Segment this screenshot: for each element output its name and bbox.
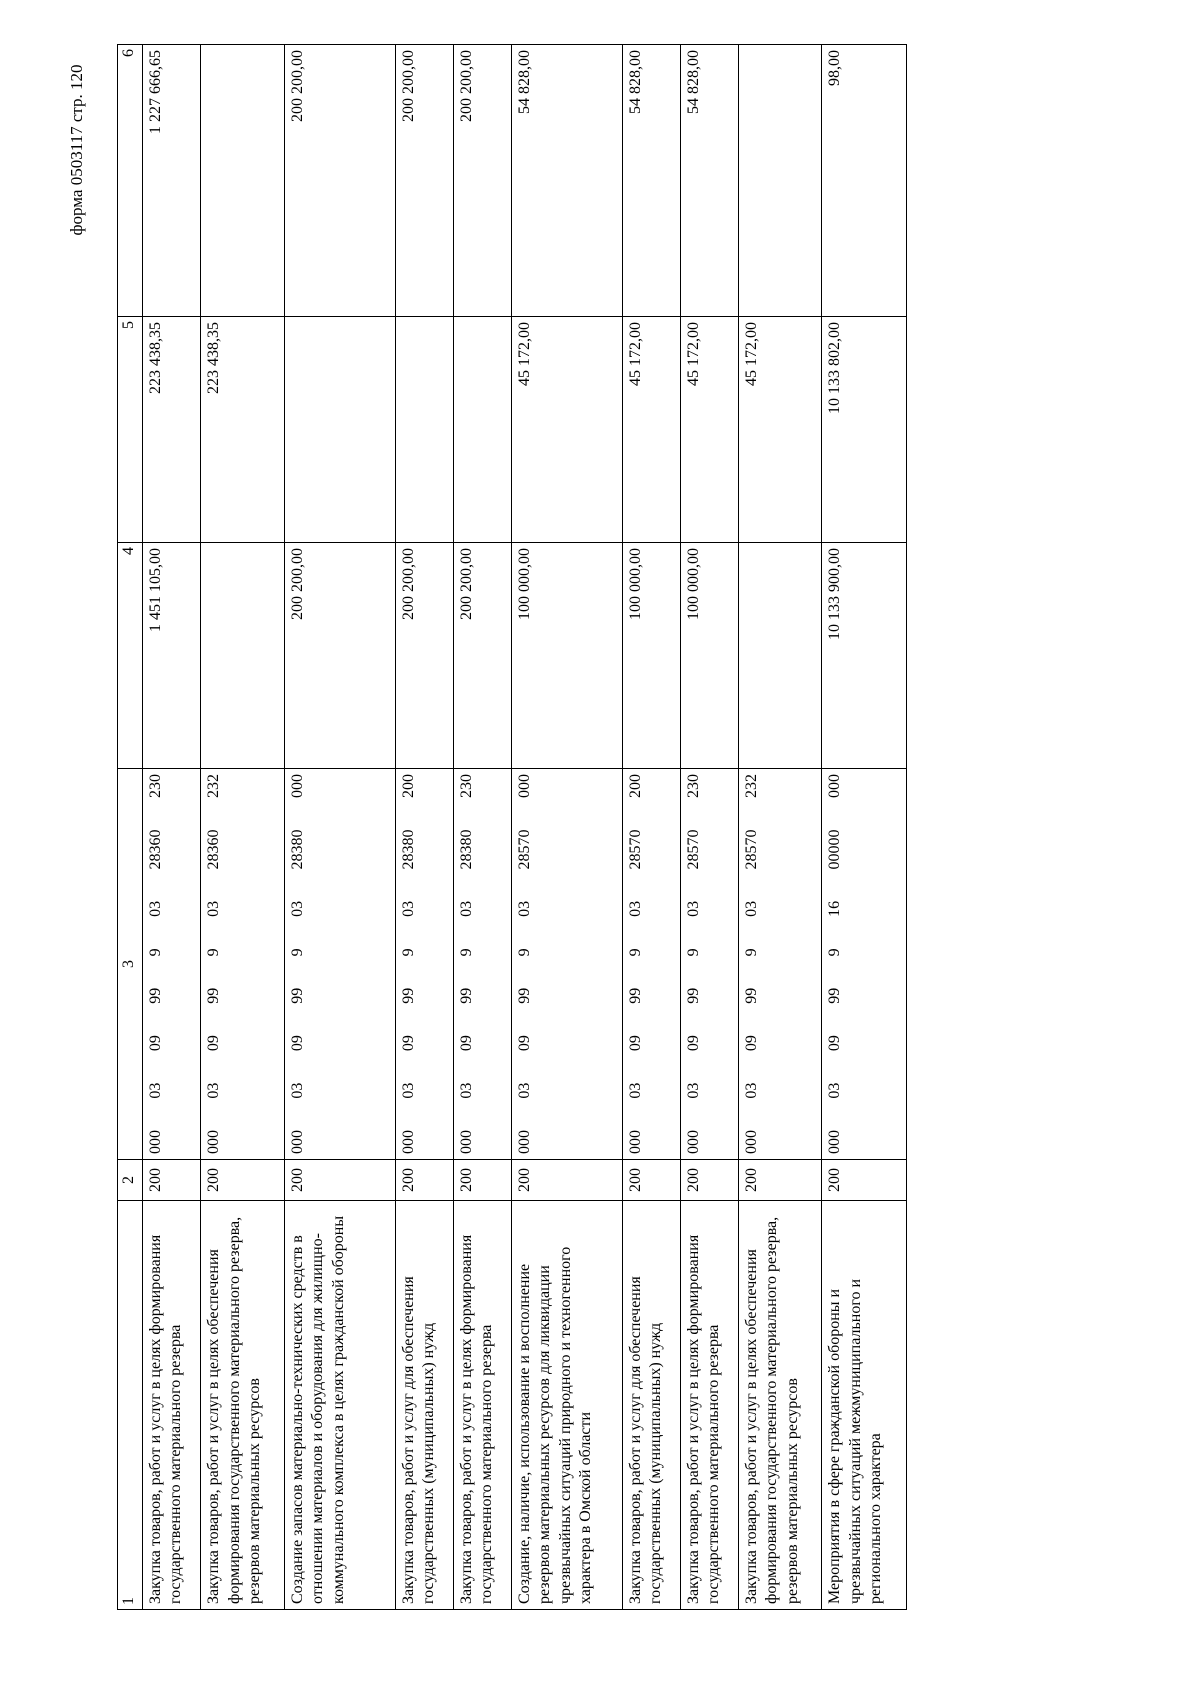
code-segment: 03 bbox=[826, 1082, 844, 1099]
table-row bbox=[738, 45, 822, 1610]
table-row bbox=[453, 45, 511, 1610]
column-number-row bbox=[118, 45, 143, 1610]
row-executed-amount-cell: 45 172,00 bbox=[738, 317, 822, 543]
code-segment: 000 bbox=[288, 1130, 306, 1154]
code-segment: 28570 bbox=[684, 829, 702, 870]
row-unexecuted-amount-cell: 1 227 666,65 bbox=[143, 45, 201, 317]
code-segment: 03 bbox=[457, 900, 475, 917]
code-segment: 9 bbox=[457, 948, 475, 957]
column-header-1: 1 bbox=[118, 1201, 143, 1610]
code-segment: 230 bbox=[457, 774, 475, 799]
code-segment: 9 bbox=[826, 948, 844, 957]
code-segment: 000 bbox=[147, 1130, 164, 1154]
row-name-cell: Мероприятия в сфере гражданской обороны и чрезвычайных ситуаций межмуниципального и регионального характера bbox=[822, 1201, 907, 1610]
row-unexecuted-amount-cell: 54 828,00 bbox=[511, 45, 622, 317]
row-approved-amount-cell: 1 451 105,00 bbox=[143, 543, 201, 769]
code-segment: 000 bbox=[826, 1130, 844, 1154]
column-header-2: 2 bbox=[118, 1160, 143, 1201]
code-segment: 03 bbox=[684, 900, 702, 917]
table-body bbox=[143, 45, 907, 1610]
row-line-code-cell: 200 bbox=[453, 1160, 511, 1201]
row-classification-code-cell bbox=[738, 769, 822, 1160]
code-segment: 200 bbox=[626, 774, 644, 799]
row-approved-amount-cell: 10 133 900,00 bbox=[822, 543, 907, 769]
row-approved-amount-cell: 100 000,00 bbox=[680, 543, 738, 769]
row-line-code-cell: 200 bbox=[622, 1160, 680, 1201]
code-segment: 28380 bbox=[457, 829, 475, 870]
code-segment: 99 bbox=[626, 987, 644, 1004]
budget-table-sheet bbox=[117, 49, 907, 1610]
table-row bbox=[143, 45, 201, 1610]
code-segment: 00000 bbox=[826, 829, 844, 870]
row-line-code-cell: 200 bbox=[143, 1160, 201, 1201]
row-approved-amount-cell: 200 200,00 bbox=[284, 543, 395, 769]
row-name-cell: Закупка товаров, работ и услуг в целях обеспечения формирования государственного материального резерва, резервов материальных ресурсов bbox=[738, 1201, 822, 1610]
code-segment: 03 bbox=[684, 1082, 702, 1099]
code-segment: 09 bbox=[399, 1035, 417, 1052]
code-segment: 000 bbox=[515, 774, 533, 799]
code-segment: 200 bbox=[399, 774, 417, 799]
code-segment: 03 bbox=[399, 1082, 417, 1099]
row-name-cell: Закупка товаров, работ и услуг для обеспечения государственных (муниципальных) нужд bbox=[395, 1201, 453, 1610]
code-segment: 03 bbox=[515, 900, 533, 917]
code-segment: 09 bbox=[626, 1035, 644, 1052]
classification-code bbox=[204, 774, 224, 1154]
code-segment: 28570 bbox=[742, 829, 760, 870]
form-label-text: форма 0503117 стр. 120 bbox=[67, 64, 86, 236]
code-segment: 09 bbox=[457, 1035, 475, 1052]
code-segment: 99 bbox=[515, 987, 533, 1004]
row-unexecuted-amount-cell: 54 828,00 bbox=[680, 45, 738, 317]
code-segment: 9 bbox=[288, 948, 306, 957]
row-executed-amount-cell bbox=[453, 317, 511, 543]
code-segment: 28360 bbox=[205, 829, 223, 870]
code-segment: 99 bbox=[457, 987, 475, 1004]
row-name-cell: Закупка товаров, работ и услуг в целях обеспечения формирования государственного материального резерва, резервов материальных ресурсов bbox=[201, 1201, 285, 1610]
row-unexecuted-amount-cell: 200 200,00 bbox=[284, 45, 395, 317]
code-segment: 99 bbox=[205, 987, 223, 1004]
row-approved-amount-cell: 100 000,00 bbox=[511, 543, 622, 769]
row-name-cell: Создание, наличие, использование и восполнение резервов материальных ресурсов для ликвидации чрезвычайных ситуаций природного и техногенного характера в Омской области bbox=[511, 1201, 622, 1610]
row-executed-amount-cell: 10 133 802,00 bbox=[822, 317, 907, 543]
row-executed-amount-cell: 45 172,00 bbox=[511, 317, 622, 543]
row-name-cell: Закупка товаров, работ и услуг в целях формирования государственного материального резерва bbox=[453, 1201, 511, 1610]
row-classification-code-cell bbox=[395, 769, 453, 1160]
code-segment: 99 bbox=[288, 987, 306, 1004]
row-executed-amount-cell: 45 172,00 bbox=[622, 317, 680, 543]
row-line-code-cell: 200 bbox=[201, 1160, 285, 1201]
code-segment: 9 bbox=[205, 948, 223, 957]
code-segment: 03 bbox=[147, 1082, 164, 1099]
code-segment: 9 bbox=[742, 948, 760, 957]
row-approved-amount-cell: 200 200,00 bbox=[395, 543, 453, 769]
code-segment: 28380 bbox=[288, 829, 306, 870]
code-segment: 03 bbox=[399, 900, 417, 917]
code-segment: 09 bbox=[515, 1035, 533, 1052]
code-segment: 230 bbox=[147, 774, 164, 799]
classification-code bbox=[742, 774, 762, 1154]
code-segment: 03 bbox=[205, 1082, 223, 1099]
code-segment: 99 bbox=[147, 987, 164, 1004]
row-approved-amount-cell bbox=[738, 543, 822, 769]
code-segment: 230 bbox=[684, 774, 702, 799]
code-segment: 03 bbox=[742, 1082, 760, 1099]
code-segment: 9 bbox=[515, 948, 533, 957]
code-segment: 09 bbox=[205, 1035, 223, 1052]
row-name-cell: Создание запасов материально-технических средств в отношении материалов и оборудования для жилищно-коммунального комплекса в целях гражданской обороны bbox=[284, 1201, 395, 1610]
code-segment: 99 bbox=[684, 987, 702, 1004]
table-row bbox=[395, 45, 453, 1610]
code-segment: 9 bbox=[399, 948, 417, 957]
row-unexecuted-amount-cell: 54 828,00 bbox=[622, 45, 680, 317]
code-segment: 99 bbox=[826, 987, 844, 1004]
code-segment: 03 bbox=[288, 1082, 306, 1099]
row-unexecuted-amount-cell: 200 200,00 bbox=[395, 45, 453, 317]
row-classification-code-cell bbox=[143, 769, 201, 1160]
row-executed-amount-cell: 223 438,35 bbox=[201, 317, 285, 543]
row-line-code-cell: 200 bbox=[284, 1160, 395, 1201]
table-row bbox=[822, 45, 907, 1610]
code-segment: 232 bbox=[205, 774, 223, 799]
classification-code bbox=[515, 774, 535, 1154]
classification-code bbox=[288, 774, 308, 1154]
code-segment: 16 bbox=[826, 900, 844, 917]
row-name-cell: Закупка товаров, работ и услуг для обеспечения государственных (муниципальных) нужд bbox=[622, 1201, 680, 1610]
row-line-code-cell: 200 bbox=[395, 1160, 453, 1201]
code-segment: 09 bbox=[288, 1035, 306, 1052]
code-segment: 09 bbox=[826, 1035, 844, 1052]
row-name-cell: Закупка товаров, работ и услуг в целях формирования государственного материального резерва bbox=[143, 1201, 201, 1610]
code-segment: 03 bbox=[626, 900, 644, 917]
code-segment: 9 bbox=[147, 948, 164, 957]
code-segment: 03 bbox=[288, 900, 306, 917]
row-classification-code-cell bbox=[453, 769, 511, 1160]
column-header-6: 6 bbox=[118, 45, 143, 317]
code-segment: 03 bbox=[742, 900, 760, 917]
column-header-4: 4 bbox=[118, 543, 143, 769]
code-segment: 03 bbox=[457, 1082, 475, 1099]
row-classification-code-cell bbox=[680, 769, 738, 1160]
column-header-5: 5 bbox=[118, 317, 143, 543]
row-executed-amount-cell: 223 438,35 bbox=[143, 317, 201, 543]
row-unexecuted-amount-cell: 200 200,00 bbox=[453, 45, 511, 317]
code-segment: 99 bbox=[399, 987, 417, 1004]
code-segment: 000 bbox=[288, 774, 306, 799]
code-segment: 9 bbox=[626, 948, 644, 957]
table-row bbox=[201, 45, 285, 1610]
row-line-code-cell: 200 bbox=[680, 1160, 738, 1201]
code-segment: 000 bbox=[684, 1130, 702, 1154]
code-segment: 000 bbox=[826, 774, 844, 799]
table-row bbox=[622, 45, 680, 1610]
code-segment: 03 bbox=[626, 1082, 644, 1099]
classification-code bbox=[399, 774, 419, 1154]
code-segment: 28380 bbox=[399, 829, 417, 870]
code-segment: 03 bbox=[205, 900, 223, 917]
budget-table bbox=[117, 44, 907, 1610]
row-classification-code-cell bbox=[284, 769, 395, 1160]
row-classification-code-cell bbox=[511, 769, 622, 1160]
table-row bbox=[284, 45, 395, 1610]
row-executed-amount-cell bbox=[395, 317, 453, 543]
row-approved-amount-cell bbox=[201, 543, 285, 769]
code-segment: 03 bbox=[515, 1082, 533, 1099]
row-line-code-cell: 200 bbox=[738, 1160, 822, 1201]
row-approved-amount-cell: 100 000,00 bbox=[622, 543, 680, 769]
code-segment: 000 bbox=[205, 1130, 223, 1154]
row-executed-amount-cell: 45 172,00 bbox=[680, 317, 738, 543]
row-line-code-cell: 200 bbox=[822, 1160, 907, 1201]
code-segment: 28570 bbox=[626, 829, 644, 870]
table-row bbox=[511, 45, 622, 1610]
row-unexecuted-amount-cell: 98,00 bbox=[822, 45, 907, 317]
column-header-3: 3 bbox=[118, 769, 143, 1160]
code-segment: 9 bbox=[684, 948, 702, 957]
row-unexecuted-amount-cell bbox=[738, 45, 822, 317]
row-classification-code-cell bbox=[622, 769, 680, 1160]
code-segment: 000 bbox=[626, 1130, 644, 1154]
row-line-code-cell: 200 bbox=[511, 1160, 622, 1201]
table-row bbox=[680, 45, 738, 1610]
classification-code bbox=[626, 774, 646, 1154]
code-segment: 000 bbox=[515, 1130, 533, 1154]
code-segment: 99 bbox=[742, 987, 760, 1004]
row-executed-amount-cell bbox=[284, 317, 395, 543]
classification-code bbox=[457, 774, 477, 1154]
code-segment: 09 bbox=[147, 1035, 164, 1052]
classification-code bbox=[146, 774, 166, 1154]
row-name-cell: Закупка товаров, работ и услуг в целях формирования государственного материального резерва bbox=[680, 1201, 738, 1610]
row-classification-code-cell bbox=[822, 769, 907, 1160]
code-segment: 09 bbox=[684, 1035, 702, 1052]
classification-code bbox=[684, 774, 704, 1154]
code-segment: 000 bbox=[399, 1130, 417, 1154]
classification-code bbox=[825, 774, 845, 1154]
code-segment: 28570 bbox=[515, 829, 533, 870]
code-segment: 09 bbox=[742, 1035, 760, 1052]
row-classification-code-cell bbox=[201, 769, 285, 1160]
form-label bbox=[62, 35, 92, 265]
row-unexecuted-amount-cell bbox=[201, 45, 285, 317]
code-segment: 000 bbox=[457, 1130, 475, 1154]
code-segment: 000 bbox=[742, 1130, 760, 1154]
code-segment: 03 bbox=[147, 900, 164, 917]
code-segment: 28360 bbox=[147, 829, 164, 870]
code-segment: 232 bbox=[742, 774, 760, 799]
row-approved-amount-cell: 200 200,00 bbox=[453, 543, 511, 769]
